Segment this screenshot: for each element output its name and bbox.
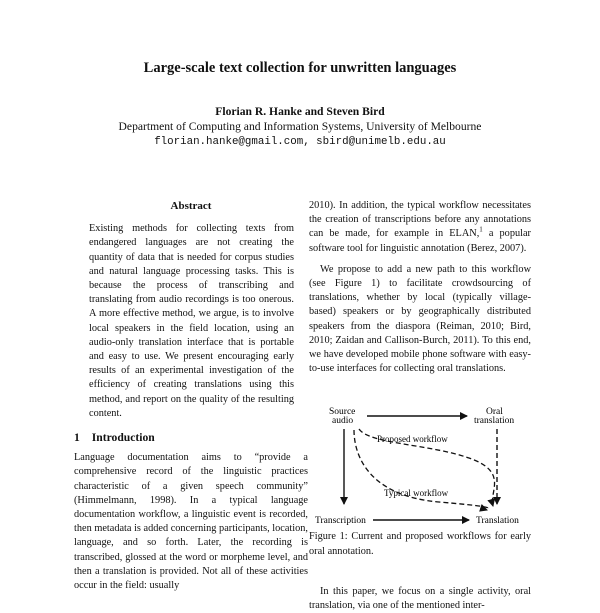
- section-title: Introduction: [91, 431, 155, 445]
- abstract-heading: Abstract: [170, 200, 212, 212]
- node-transcription: Transcription: [315, 516, 366, 527]
- right-paragraph-1-start: 2010). In addition, the typical workflow necessitates the creation of transcriptions before any annotations can be made, for example in ELAN,: [309, 200, 531, 240]
- right-paragraph-2: We propose to add a new path to this workflow (see Figure 1) to facilitate crowdsourcing of translations, whether by local (typically village-based) speakers or by geographically distributed speakers from the diaspora (Reiman, 2010; Bird, 2010; Zaidan and Callison-Burch, 2011). To this end, we have developed mobile phone software with easy-to-use interfaces for collecting oral translations.: [309, 263, 531, 375]
- left-column: [74, 199, 308, 593]
- paper-affiliation: Department of Computing and Information Systems, University of Melbourne: [118, 120, 482, 133]
- node-translation: Translation: [476, 516, 519, 527]
- node-source-audio-line2: audio: [332, 416, 354, 427]
- label-typical-workflow: Typical workflow: [384, 488, 449, 499]
- right-column: [309, 199, 531, 613]
- footnote-marker: 1: [479, 225, 483, 234]
- node-oral-translation-line2: translation: [474, 416, 515, 427]
- right-paragraph-1: [309, 199, 531, 256]
- section-number: 1: [74, 431, 80, 445]
- paper-title: Large-scale text collection for unwritten languages: [143, 60, 457, 76]
- paper-emails: florian.hanke@gmail.com, sbird@unimelb.edu.au: [154, 136, 446, 148]
- figure-caption: Figure 1: Current and proposed workflows for early oral annotation.: [309, 531, 531, 557]
- node-oral-translation-line1: Oral: [486, 407, 503, 418]
- right-paragraph-3: In this paper, we focus on a single activity, oral translation, via one of the mentioned inter-: [309, 585, 531, 612]
- workflow-diagram: [309, 396, 531, 526]
- label-proposed-workflow: Proposed workflow: [377, 434, 448, 445]
- right-paragraph-1-end: a popular software tool for linguistic annotation (Berez, 2007).: [309, 228, 531, 254]
- workflow-figure: [309, 396, 531, 526]
- paper-authors: Florian R. Hanke and Steven Bird: [215, 105, 385, 118]
- section-heading-introduction: [74, 431, 308, 445]
- abstract-text: Existing methods for collecting texts from endangered languages are not creating the quantity of data that is needed for corpus studies and natural language processing tasks. This is because the process of transcribing and translating from audio recordings is too onerous. A more effective method, we argue, is to involve local speakers in the field location, using an audio-only translation interface that is portable and easy to use. We present encouraging early results of an experimental investigation of the efficiency of creating translations using this method, and report on the quality of the resulting content.: [89, 223, 294, 419]
- introduction-paragraph: Language documentation aims to “provide a comprehensive record of the linguistic practices characteristic of a given speech community” (Himmelmann, 1998). In a typical language documentation workflow, a linguistic event is recorded, then metadata is added concerning participants, location, language, and so forth. Later, the recording is transcribed, glossed at the word or morpheme level, and then a translation is provided. Not all of these activities occur in the field: usually: [74, 452, 308, 592]
- node-source-audio-line1: Source: [329, 407, 356, 418]
